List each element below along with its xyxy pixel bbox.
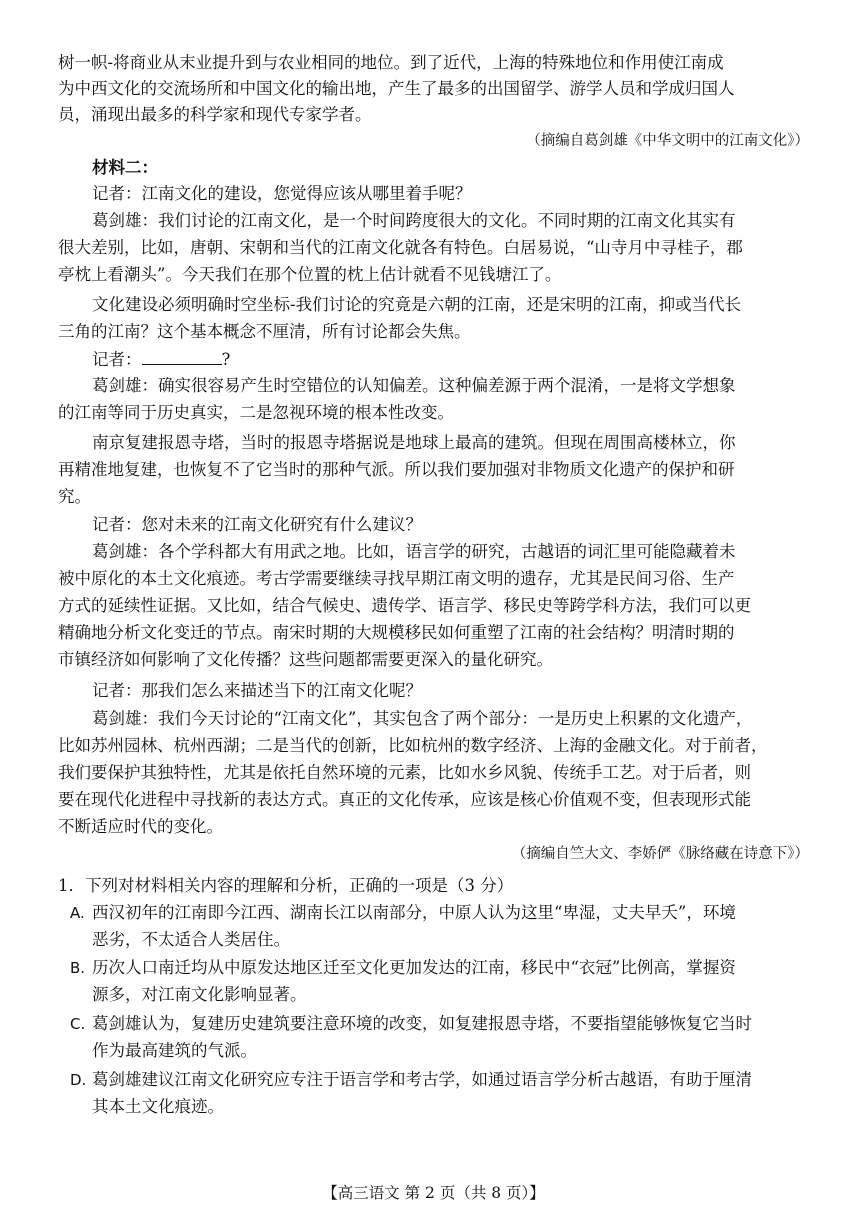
option-text: 葛剑雄建议江南文化研究应专注于语言学和考古学，如通过语言学分析古越语，有助于厘清 (92, 1070, 752, 1089)
answer-paragraph-line: 亭枕上看潮头”。今天我们在那个位置的枕上估计就看不见钱塘江了。 (58, 265, 562, 284)
option-letter: D. (70, 1071, 87, 1089)
intro-line: 树一帜-将商业从末业提升到与农业相同的地位。到了近代，上海的特殊地位和作用使江南成 (58, 53, 724, 72)
option-letter: C. (70, 1015, 86, 1033)
option-text: 历次人口南迁均从中原发达地区迁至文化更加发达的江南，移民中“衣冠”比例高，掌握资 (92, 958, 736, 977)
option-text-continued: 源多，对江南文化影响显著。 (92, 985, 307, 1004)
paragraph-line: 究。 (58, 487, 91, 506)
answer-paragraph-line: 葛剑雄：我们讨论的江南文化，是一个时间跨度很大的文化。不同时期的江南文化其实有 (92, 211, 736, 230)
reporter-question-3: 记者：那我们怎么来描述当下的江南文化呢？ (92, 681, 422, 700)
reporter-question-2: 记者：您对未来的江南文化研究有什么建议？ (92, 515, 422, 534)
option-letter: A. (70, 904, 85, 922)
option-text: 葛剑雄认为，复建历史建筑要注意环境的改变，如复建报恩寺塔，不要指望能够恢复它当时 (92, 1014, 752, 1033)
option-text: 西汉初年的江南即今江西、湖南长江以南部分，中原人认为这里“卑湿，丈夫早夭”，环境 (92, 903, 736, 922)
option-a[interactable] (70, 900, 736, 926)
answer-paragraph-line: 葛剑雄：我们今天讨论的“江南文化”，其实包含了两个部分：一是历史上积累的文化遗产， (92, 709, 753, 728)
intro-line: 员，涌现出最多的科学家和现代专家学者。 (58, 105, 372, 124)
answer-paragraph-line: 精确地分析文化变迁的节点。南宋时期的大规模移民如何重塑了江南的社会结构？明清时期的 (58, 623, 735, 642)
page-footer: 【高三语文 第 2 页（共 8 页）】 (322, 1184, 545, 1202)
answer-paragraph-line: 不断适应时代的变化。 (58, 817, 223, 836)
answer-paragraph-line: 我们要保护其独特性，尤其是依托自然环境的元素，比如水乡风貌、传统手工艺。对于后者，则 (58, 763, 751, 782)
answer-paragraph-line: 方式的延续性证据。又比如，结合气候史、遗传学、语言学、移民史等跨学科方法，我们可以更 (58, 596, 751, 615)
answer-paragraph-line: 市镇经济如何影响了文化传播？这些问题都需要更深入的量化研究。 (58, 650, 553, 669)
answer-paragraph-line: 葛剑雄：确实很容易产生时空错位的认知偏差。这种偏差源于两个混淆，一是将文学想象 (92, 376, 736, 395)
question-stem: 1．下列对材料相关内容的理解和分析，正确的一项是（3 分） (58, 876, 514, 895)
fill-in-blank[interactable] (142, 346, 222, 365)
option-text-continued: 其本土文化痕迹。 (92, 1097, 224, 1116)
option-d[interactable] (70, 1067, 752, 1093)
material-2-heading: 材料二： (92, 158, 158, 177)
paragraph-line: 再精准地复建，也恢复不了它当时的那种气派。所以我们要加强对非物质文化遗产的保护和研 (58, 460, 735, 479)
reporter-question-1: 记者：江南文化的建设，您觉得应该从哪里着手呢？ (92, 184, 472, 203)
paragraph-line: 三角的江南？这个基本概念不厘清，所有讨论都会失焦。 (58, 322, 471, 341)
reporter-question-blank (92, 346, 852, 373)
answer-paragraph-line: 比如苏州园林、杭州西湖；二是当代的创新，比如杭州的数字经济、上海的金融文化。对于前者， (58, 736, 768, 755)
answer-paragraph-line: 葛剑雄：各个学科都大有用武之地。比如，语言学的研究，古越语的词汇里可能隐藏着未 (92, 542, 736, 561)
intro-line: 为中西文化的交流场所和中国文化的输出地，产生了最多的出国留学、游学人员和学成归国人 (58, 79, 735, 98)
option-text-continued: 恶劣，不太适合人类居住。 (92, 930, 290, 949)
question-mark: ? (221, 350, 231, 369)
option-b[interactable] (70, 955, 736, 981)
source-citation-2: （摘编自竺大文、李娇俨《脉络藏在诗意下》） (511, 846, 809, 862)
source-citation-1: （摘编自葛剑雄《中华文明中的江南文化》） (526, 133, 809, 149)
option-c[interactable] (70, 1011, 752, 1037)
reporter-label: 记者： (92, 350, 142, 369)
option-text-continued: 作为最高建筑的气派。 (92, 1041, 257, 1060)
paragraph-line: 文化建设必须明确时空坐标-我们讨论的究竟是六朝的江南，还是宋明的江南，抑或当代长 (92, 295, 742, 314)
paragraph-line: 南京复建报恩寺塔，当时的报恩寺塔据说是地球上最高的建筑。但现在周围高楼林立，你 (92, 433, 736, 452)
answer-paragraph-line: 很大差别，比如，唐朝、宋朝和当代的江南文化就各有特色。白居易说，“山寺月中寻桂子，郡 (58, 238, 743, 257)
answer-paragraph-line: 的江南等同于历史真实，二是忽视环境的根本性改变。 (58, 403, 454, 422)
option-letter: B. (70, 959, 86, 977)
answer-paragraph-line: 要在现代化进程中寻找新的表达方式。真正的文化传承，应该是核心价值观不变，但表现形式能 (58, 790, 751, 809)
answer-paragraph-line: 被中原化的本土文化痕迹。考古学需要继续寻找早期江南文明的遗存，尤其是民间习俗、生产 (58, 569, 735, 588)
